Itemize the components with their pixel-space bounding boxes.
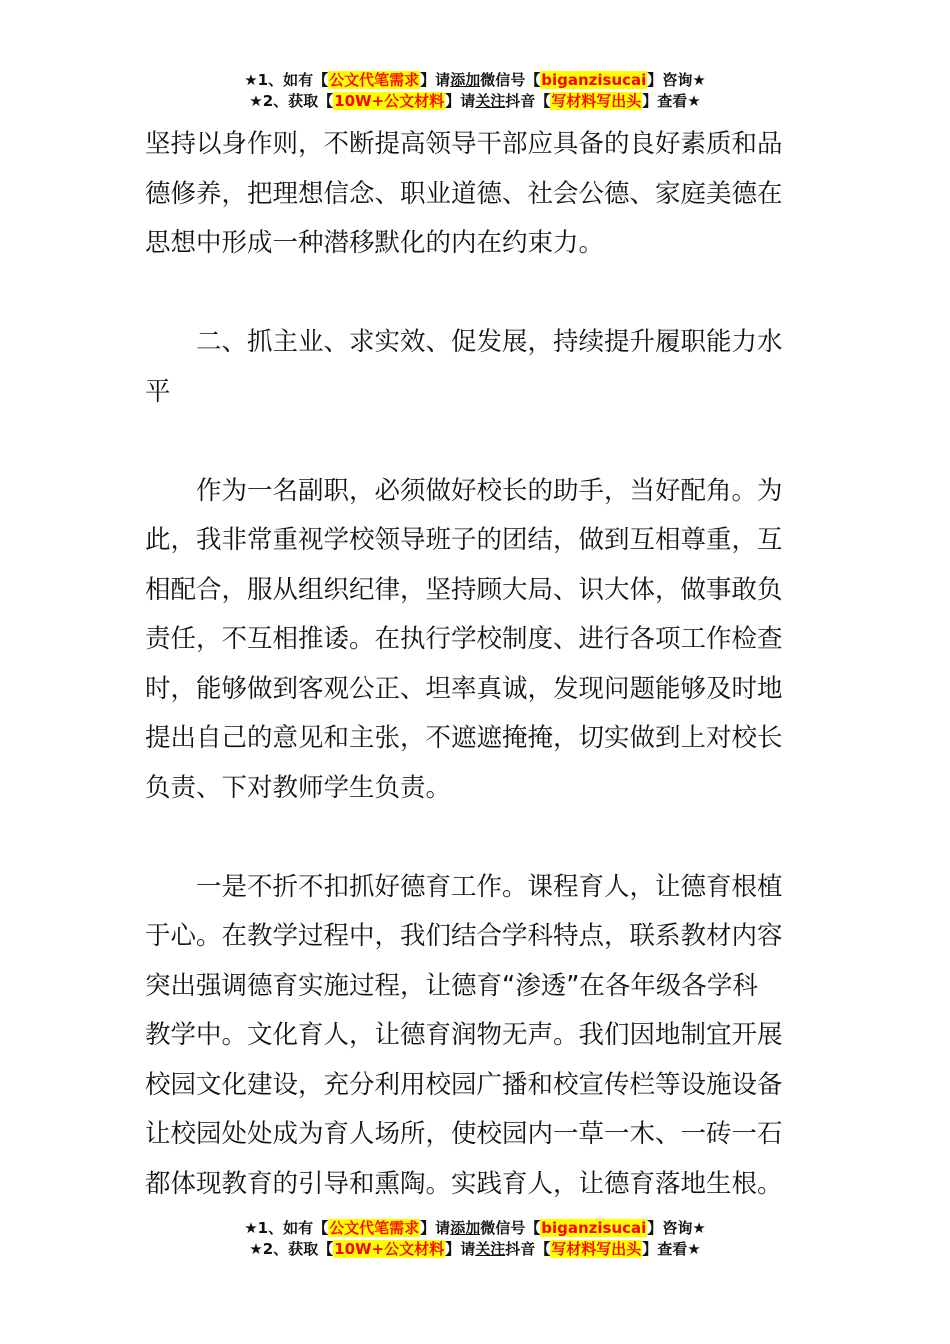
body-line: 德修养，把理想信念、职业道德、社会公德、家庭美德在 bbox=[145, 178, 783, 209]
header-banner bbox=[0, 70, 950, 112]
body-line: 突出强调德育实施过程，让德育“渗透”在各年级各学科 bbox=[145, 970, 758, 1001]
banner-underlined: 关注 bbox=[475, 92, 506, 110]
body-line: 都体现教育的引导和熏陶。实践育人，让德育落地生根。 bbox=[145, 1168, 783, 1199]
banner-bracket: 【 bbox=[525, 71, 541, 89]
body-line: 让校园处处成为育人场所，使校园内一草一木、一砖一石 bbox=[145, 1119, 783, 1149]
body-line: 教学中。文化育人，让德育润物无声。我们因地制宜开展 bbox=[145, 1020, 783, 1050]
body-line: 相配合，服从组织纪律，坚持顾大局、识大体，做事敢负 bbox=[145, 574, 783, 605]
banner-underlined: 关注 bbox=[475, 1240, 506, 1258]
highlight-materials: 10W+公文材料 bbox=[334, 92, 445, 110]
paragraph-gap bbox=[145, 417, 810, 467]
footer-banner bbox=[0, 1218, 950, 1260]
highlight-service: 公文代笔需求 bbox=[329, 1219, 420, 1237]
banner-bracket: 】 bbox=[647, 71, 663, 89]
body-line: 于心。在教学过程中，我们结合学科特点，联系教材内容 bbox=[145, 921, 783, 951]
highlight-douyin-account: 写材料写出头 bbox=[551, 1240, 642, 1258]
banner-underlined: 添加 bbox=[450, 1219, 481, 1237]
banner-bracket: 【 bbox=[313, 1219, 329, 1237]
banner-text: 请 bbox=[435, 71, 451, 89]
banner-text: 微信号 bbox=[480, 71, 526, 89]
banner-bracket: 】 bbox=[642, 1240, 658, 1258]
banner-text: 抖音 bbox=[505, 92, 536, 110]
banner-bracket: 【 bbox=[313, 71, 329, 89]
highlight-douyin-account: 写材料写出头 bbox=[551, 92, 642, 110]
banner-line-2 bbox=[0, 91, 950, 112]
banner-bracket: 【 bbox=[535, 92, 551, 110]
banner-line-1 bbox=[0, 1218, 950, 1239]
body-line: 坚持以身作则，不断提高领导干部应具备的良好素质和品 bbox=[145, 129, 783, 159]
banner-bracket: 【 bbox=[525, 1219, 541, 1237]
banner-bracket: 】 bbox=[445, 92, 461, 110]
banner-text: 微信号 bbox=[480, 1219, 526, 1237]
banner-text: ★2、获取 bbox=[249, 92, 319, 110]
body-line: 此，我非常重视学校领导班子的团结，做到互相尊重，互 bbox=[145, 525, 783, 555]
banner-text: 咨询★ bbox=[662, 71, 706, 89]
section-heading: 二、抓主业、求实效、促发展，持续提升履职能力水 bbox=[196, 327, 783, 357]
banner-bracket: 【 bbox=[535, 1240, 551, 1258]
body-line: 思想中形成一种潜移默化的内在约束力。 bbox=[145, 228, 605, 258]
banner-text: ★2、获取 bbox=[249, 1240, 319, 1258]
banner-bracket: 【 bbox=[318, 1240, 334, 1258]
banner-text: 请 bbox=[460, 1240, 476, 1258]
body-line: 一是不折不扣抓好德育工作。课程育人，让德育根植 bbox=[196, 871, 783, 902]
banner-bracket: 】 bbox=[445, 1240, 461, 1258]
body-line: 时，能够做到客观公正、坦率真诚，发现问题能够及时地 bbox=[145, 673, 783, 704]
banner-bracket: 】 bbox=[420, 71, 436, 89]
highlight-wechat-id: biganzisucai bbox=[541, 71, 647, 89]
banner-text: 查看★ bbox=[657, 92, 701, 110]
banner-text: 请 bbox=[435, 1219, 451, 1237]
document-body bbox=[145, 120, 810, 1209]
highlight-service: 公文代笔需求 bbox=[329, 71, 420, 89]
banner-text: 抖音 bbox=[505, 1240, 536, 1258]
banner-bracket: 】 bbox=[420, 1219, 436, 1237]
banner-bracket: 】 bbox=[642, 92, 658, 110]
highlight-materials: 10W+公文材料 bbox=[334, 1240, 445, 1258]
banner-line-2 bbox=[0, 1239, 950, 1260]
banner-bracket: 【 bbox=[318, 92, 334, 110]
banner-text: 查看★ bbox=[657, 1240, 701, 1258]
banner-bracket: 】 bbox=[647, 1219, 663, 1237]
paragraph-gap bbox=[145, 269, 810, 319]
banner-text: ★1、如有 bbox=[244, 1219, 314, 1237]
body-line: 责任，不互相推诿。在执行学校制度、进行各项工作检查 bbox=[145, 624, 783, 654]
body-line: 提出自己的意见和主张，不遮遮掩掩，切实做到上对校长 bbox=[145, 723, 783, 753]
banner-line-1 bbox=[0, 70, 950, 91]
banner-text: ★1、如有 bbox=[244, 71, 314, 89]
banner-text: 咨询★ bbox=[662, 1219, 706, 1237]
highlight-wechat-id: biganzisucai bbox=[541, 1219, 647, 1237]
section-heading-cont: 平 bbox=[145, 376, 171, 407]
banner-underlined: 添加 bbox=[450, 71, 481, 89]
body-line: 校园文化建设，充分利用校园广播和校宣传栏等设施设备 bbox=[145, 1069, 783, 1100]
body-line: 负责、下对教师学生负责。 bbox=[145, 772, 452, 803]
banner-text: 请 bbox=[460, 92, 476, 110]
body-line: 作为一名副职，必须做好校长的助手，当好配角。为 bbox=[196, 475, 783, 506]
paragraph-gap bbox=[145, 813, 810, 863]
